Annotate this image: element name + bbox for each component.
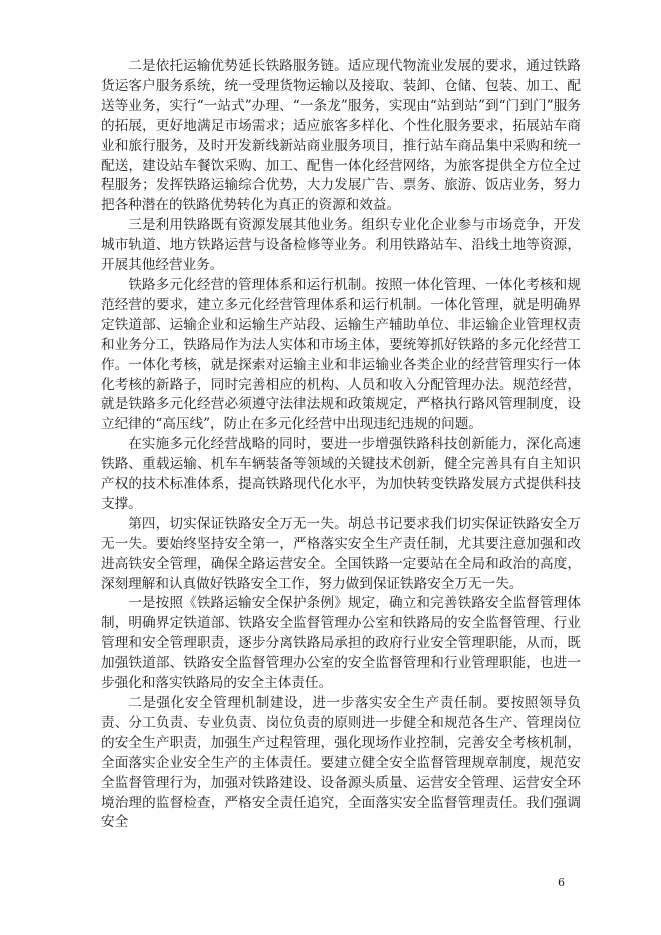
paragraph: 一是按照《铁路运输安全保护条例》规定，确立和完善铁路安全监督管理体制，明确界定铁道部、铁路安全监督管理办公室和铁路局的安全监督管理、行业管理和安全管理职责，逐步分离铁路局承担的政府行业安全管理职能，从而，既加强铁道部、铁路安全监督管理办公室的安全监督管理和行业管理职能，也进一步强化和落实铁路局的安全主体责任。 (101, 595, 581, 692)
paragraph: 二是强化安全管理机制建设，进一步落实安全生产责任制。要按照领导负责、分工负责、专业负责、岗位负责的原则进一步健全和规范各生产、管理岗位的安全生产职责，加强生产过程管理，强化现场作业控制，完善安全考核机制，全面落实企业安全生产的主体责任。要建立健全安全监督管理规章制度，规范安全监督管理行为，加强对铁路建设、设备源头质量、运营安全管理、运营安全环境治理的监督检查，严格安全责任追究，全面落实安全监督管理责任。我们强调安全 (101, 695, 581, 831)
document-body (101, 57, 581, 833)
paragraph: 二是依托运输优势延长铁路服务链。适应现代物流业发展的要求，通过铁路货运客户服务系统，统一受理货物运输以及接取、装卸、仓储、包装、加工、配送等业务，实行“一站式”办理、“一条龙”服务，实现由“站到站”到“门到门”服务的拓展，更好地满足市场需求；适应旅客多样化、个性化服务要求，拓展站车商业和旅行服务，及时开发新线新站商业服务项目，推行站车商品集中采购和统一配送，建设站车餐饮采购、加工、配售一体化经营网络，为旅客提供全方位全过程服务；发挥铁路运输综合优势，大力发展广告、票务、旅游、饭店业务，努力把各种潜在的铁路优势转化为真正的资源和效益。 (101, 58, 581, 214)
paragraph: 在实施多元化经营战略的同时，要进一步增强铁路科技创新能力，深化高速铁路、重载运输、机车车辆装备等领域的关键技术创新，健全完善具有自主知识产权的技术标准体系，提高铁路现代化水平，为加快转变铁路发展方式提供科技支撑。 (101, 436, 581, 512)
paragraph: 第四，切实保证铁路安全万无一失。胡总书记要求我们切实保证铁路安全万无一失。要始终坚持安全第一，严格落实安全生产责任制，尤其要注意加强和改进高铁安全管理，确保全路运营安全。全国铁路一定要站在全局和政治的高度，深刻理解和认真做好铁路安全工作，努力做到保证铁路安全万无一失。 (101, 515, 581, 592)
page-number: 6 (558, 876, 565, 889)
paragraph: 铁路多元化经营的管理体系和运行机制。按照一体化管理、一体化考核和规范经营的要求，建立多元化经营管理体系和运行机制。一体化管理，就是明确界定铁道部、运输企业和运输生产站段、运输生产辅助单位、非运输企业管理权责和业务分工，铁路局作为法人实体和市场主体，要统筹抓好铁路的多元化经营工作。一体化考核，就是探索对运输主业和非运输业各类企业的经营管理实行一体化考核的新路子，同时完善相应的机构、人员和收入分配管理办法。规范经营，就是铁路多元化经营必须遵守法律法规和政策规定，严格执行路风管理制度，设立纪律的“高压线”，防止在多元化经营中出现违纪违规的问题。 (101, 276, 581, 433)
paragraph: 三是利用铁路既有资源发展其他业务。组织专业化企业参与市场竞争，开发城市轨道、地方铁路运营与设备检修等业务。利用铁路站车、沿线土地等资源，开展其他经营业务。 (101, 217, 581, 274)
